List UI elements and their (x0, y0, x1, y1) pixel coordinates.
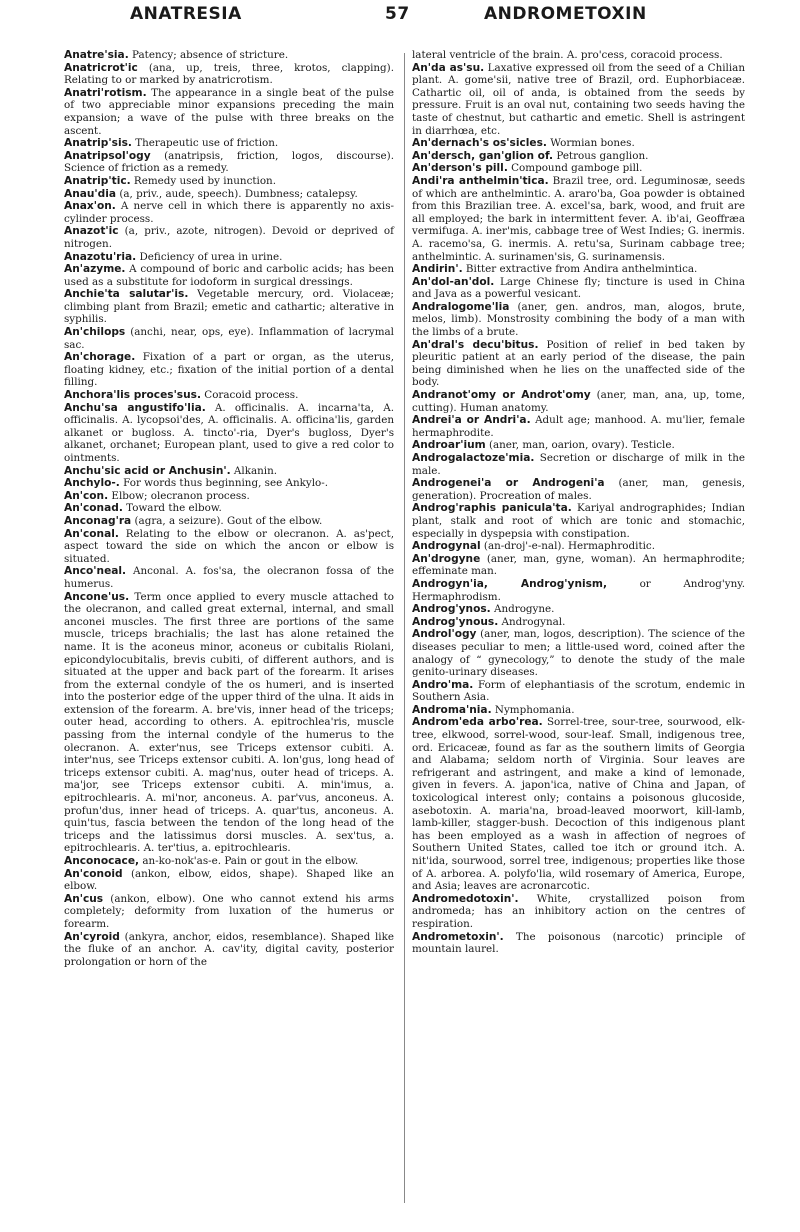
entry-headword: An'azyme. (64, 263, 126, 276)
dictionary-entry (64, 515, 394, 528)
entry-headword: Anatri'rotism. (64, 86, 147, 99)
entry-definition: The poisonous (narcotic) principle of mountain laurel. (412, 930, 745, 956)
entry-headword: Anco'neal. (64, 565, 127, 578)
entry-definition: Secretion or discharge of milk in the male. (412, 452, 745, 477)
entry-headword: Andromedotoxin'. (412, 892, 519, 905)
entry-headword: Anazotu'ria. (64, 250, 137, 263)
column-divider (404, 53, 405, 1203)
entry-definition: Brazil tree, ord. Leguminosæ, seeds of which are anthelmintic. A. araro'ba, Goa powder is obtained from this Brazilian tree. A. excel'sa, bark, wood, and fruit are all employed; the bark in intermittent fever. A. ib'ai, Geoffræa vermifuga. A. iner'mis, cabbage tree of West Indies; G. inermis. A. racemo'sa, G. inermis. A. retu'sa, Surinam cabbage tree; anthelmintic. A. surinamen'sis, G. surinamensis. (412, 174, 746, 263)
entry-headword: Androm'eda arbo'rea. (412, 716, 543, 729)
dictionary-entry (64, 175, 394, 188)
entry-headword: An'conal. (64, 527, 119, 540)
dictionary-entry (64, 465, 394, 478)
dictionary-entry (412, 439, 745, 452)
entry-definition: (agra, a seizure). Gout of the elbow. (131, 514, 323, 527)
dictionary-entry (412, 477, 745, 502)
entry-headword: An'derson's pill. (412, 162, 508, 175)
dictionary-entry (412, 553, 745, 578)
dictionary-entry (64, 402, 394, 465)
dictionary-entry (64, 389, 394, 402)
entry-definition: Fixation of a part or organ, as the uterus, floating kidney, etc.; fixation of the initial portion of a dental filling. (64, 351, 394, 389)
running-head (64, 4, 746, 34)
page-number: 57 (385, 4, 410, 24)
entry-definition: (an-droj'-e-nal). Hermaphroditic. (480, 540, 655, 553)
dictionary-entry (64, 49, 394, 62)
entry-headword: An'da as'su. (412, 61, 485, 74)
entry-definition: (aner, man, logos, description). The science of the diseases peculiar to men; a little-used word, coined after the analogy of “ gynecology,” to denote the study of the male genito-urinary diseases. (412, 628, 745, 679)
dictionary-entry (412, 137, 745, 150)
dictionary-entry (64, 200, 394, 225)
entry-definition: (aner, man, oarion, ovary). Testicle. (485, 439, 675, 452)
entry-headword: Andranot'omy or Androt'omy (412, 389, 591, 402)
entry-headword: Andralogome'lia (412, 300, 510, 313)
entry-headword: Anazot'ic (64, 225, 119, 238)
entry-definition: (aner, man, gyne, woman). An hermaphrodite; effeminate man. (412, 552, 745, 578)
dictionary-entry (64, 893, 394, 931)
entry-definition: Therapeutic use of friction. (131, 137, 279, 150)
entry-definition: Anconal. A. fos'sa, the olecranon fossa of the humerus. (64, 565, 394, 590)
dictionary-entry (412, 49, 745, 62)
entry-definition: (a, priv., azote, nitrogen). Devoid or deprived of nitrogen. (64, 225, 394, 250)
entry-definition: (ankon, elbow). One who cannot extend his arms completely; deformity from luxation of the humerus or forearm. (64, 892, 394, 930)
dictionary-entry (64, 150, 394, 175)
dictionary-entry (64, 137, 394, 150)
entry-definition: or Androg'yny. Hermaphrodism. (412, 577, 745, 603)
entry-definition: Androgyne. (490, 603, 555, 616)
entry-headword: Androg'ynous. (412, 615, 499, 628)
entry-headword: An'chorage. (64, 351, 136, 364)
dictionary-entry (64, 591, 394, 855)
dictionary-entry (412, 893, 745, 931)
dictionary-entry (64, 288, 394, 326)
dictionary-entry (412, 150, 745, 163)
entry-headword: An'dral's decu'bitus. (412, 338, 539, 351)
entry-definition: Elbow; olecranon process. (108, 489, 250, 502)
entry-definition: Large Chinese fly; tincture is used in China and Java as a powerful vesicant. (412, 275, 745, 301)
entry-definition: (anchi, near, ops, eye). Inflammation of lacrymal sac. (64, 326, 394, 351)
entry-definition: For words thus beginning, see Ankylo-. (119, 477, 329, 490)
dictionary-entry (412, 679, 745, 704)
dictionary-entry (64, 565, 394, 590)
entry-definition: Form of elephantiasis of the scrotum, endemic in Southern Asia. (412, 678, 745, 704)
entry-headword: Androgenei'a or Androgeni'a (412, 477, 605, 490)
entry-headword: Andrometoxin'. (412, 930, 504, 943)
dictionary-entry (64, 490, 394, 503)
entry-headword: Anatrip'tic. (64, 174, 131, 187)
dictionary-entry (412, 540, 745, 553)
entry-definition: Relating to the elbow or olecranon. A. as'pect, aspect toward the side on which the ancon or elbow is situated. (64, 527, 394, 565)
dictionary-entry (64, 351, 394, 389)
entry-definition: Term once applied to every muscle attached to the olecranon, and called great external, internal, and small anconei muscles. The first three are portions of the same muscle, triceps brachialis; the last has alone retained the name. It is the aconeus minor, aconeus or cubitalis Riolani, epicondylocubitalis, brevis cubiti, of different authors, and is situated at the upper and back part of the forearm. It arises from the external condyle of the os humeri, and is inserted into the posterior edge of the upper third of the ulna. It aids in extension of the forearm. A. bre'vis, inner head of the triceps; outer head, according to others. A. epitrochlea'ris, muscle passing from the internal condyle of the humerus to the olecranon. A. exter'nus, see Triceps extensor cubiti. A. inter'nus, see Triceps extensor cubiti. A. lon'gus, long head of triceps extensor cubiti. A. mag'nus, outer head of triceps. A. ma'jor, see Triceps extensor cubiti. A. min'imus, a. epitrochlearis. A. mi'nor, anconeus. A. par'vus, anconeus. A. profun'dus, inner head of triceps. A. quar'tus, anconeus. A. quin'tus, fascia between the tendon of the long head of the triceps and the latissimus dorsi muscles. A. sex'tus, a. epitrochlearis. A. ter'tius, a. epitrochlearis. (64, 590, 394, 855)
dictionary-entry (64, 62, 394, 87)
entry-definition: (a, priv., aude, speech). Dumbness; catalepsy. (116, 187, 358, 200)
dictionary-entry (64, 87, 394, 137)
entry-headword: Androar'ium (412, 439, 486, 452)
entry-definition: Patency; absence of stricture. (128, 49, 289, 61)
entry-headword: Androgyn'ia, Androg'ynism, (412, 577, 607, 590)
entry-definition: Sorrel-tree, sour-tree, sourwood, elk-tree, elkwood, sorrel-wood, sour-leaf. Small, indigenous tree, ord. Ericaceæ, found as far as the southern limits of Georgia and Alabama; seldom north of Virginia. Sour leaves are refrigerant and astringent, and make a kind of lemonade, given in fevers. A. japon'ica, native of China and Japan, of toxicological interest only; contains a poisonous glucoside, asebotoxin. A. maria'na, broad-leaved moorwort, kill-lamb, lamb-killer, stagger-bush. Decoction of this indigenous plant has been employed as a wash in affection of negroes of Southern United States, called toe itch or ground itch. A. nit'ida, sourwood, sorrel tree, indigenous; properties like those of A. arborea. A. polyfo'lia, wild rosemary of America, Europe, and Asia; leaves are acronarcotic. (412, 716, 745, 893)
entry-headword: Anconag'ra (64, 514, 132, 527)
entry-definition: A nerve cell in which there is apparently no axis-cylinder process. (64, 200, 394, 225)
entry-headword: An'conad. (64, 502, 123, 515)
entry-headword: An'dernach's os'sicles. (412, 137, 547, 150)
dictionary-entry (412, 162, 745, 175)
entry-definition: Bitter extractive from Andira anthelmintica. (462, 263, 698, 276)
entry-headword: Anatricrot'ic (64, 61, 138, 74)
dictionary-entry (412, 414, 745, 439)
dictionary-entry (64, 263, 394, 288)
entry-definition: Adult age; manhood. A. mu'lier, female hermaphrodite. (412, 414, 745, 439)
entry-definition: (ankyra, anchor, eidos, resemblance). Shaped like the fluke of an anchor. A. cav'ity, digital cavity, posterior prolongation or horn of the (64, 930, 394, 968)
entry-definition: Vegetable mercury, ord. Violaceæ; climbing plant from Brazil; emetic and cathartic; alterative in syphilis. (64, 288, 394, 326)
entry-definition: A. officinalis. A. incarna'ta, A. officinalis. A. lycopsoi'des, A. officinalis. A. officina'lis, garden alkanet or bugloss. A. tincto'-ria, Dyer's bugloss, Dyer's alkanet, orchanet; European plant, used to give a red color to ointments. (64, 401, 394, 464)
entry-headword: Andi'ra anthelmin'tica. (412, 174, 549, 187)
dictionary-entry (412, 175, 745, 263)
entry-definition: Laxative expressed oil from the seed of a Chilian plant. A. gome'sii, native tree of Brazil, ord. Euphorbiaceæ. Cathartic oil, oil of anda, is obtained from the seeds by pressure. Fruit is an oval nut, containing two seeds having the taste of chestnut, but cathartic and emetic. Shell is astringent in diarrhœa, etc. (412, 61, 745, 137)
dictionary-entry (412, 263, 745, 276)
guide-word-right: ANDROMETOXIN (484, 4, 647, 24)
entry-headword: Androgalactoze'mia. (412, 452, 535, 464)
entry-definition: lateral ventricle of the brain. A. pro'cess, coracoid process. (412, 49, 723, 61)
entry-definition: Kariyal andrographides; Indian plant, stalk and root of which are tonic and stomachic, especially in dyspepsia with constipation. (412, 502, 745, 540)
entry-headword: Andirin'. (412, 263, 463, 276)
entry-headword: Androl'ogy (412, 628, 477, 641)
entry-definition: Remedy used by inunction. (130, 174, 277, 187)
entry-definition: an-ko-nok'as-e. Pain or gout in the elbow. (139, 855, 359, 867)
entry-definition: White, crystallized poison from andromeda; has an inhibitory action on the centres of respiration. (412, 892, 745, 930)
entry-headword: Anchie'ta salutar'is. (64, 288, 189, 301)
entry-definition: The appearance in a single beat of the pulse of two appreciable minor expansions preceding the main expansion; a wave of the pulse with three breaks on the ascent. (64, 86, 394, 137)
dictionary-entry (64, 251, 394, 264)
entry-headword: Anatre'sia. (64, 49, 129, 61)
entry-definition: Petrous ganglion. (553, 149, 649, 162)
entry-definition: (aner, gen. andros, man, alogos, brute, melos, limb). Monstrosity combining the body of a man with the limbs of a brute. (412, 300, 745, 339)
entry-definition: (aner, man, ana, up, tome, cutting). Human anatomy. (412, 389, 745, 414)
dictionary-entry (412, 603, 745, 616)
entry-headword: An'cyroid (64, 930, 120, 943)
entry-definition: Nymphomania. (491, 703, 575, 716)
dictionary-entry (412, 931, 745, 956)
dictionary-entry (412, 704, 745, 717)
dictionary-entry (412, 578, 745, 603)
dictionary-entry (64, 931, 394, 969)
entry-headword: Anatripsol'ogy (64, 149, 151, 162)
entry-headword: An'dol-an'dol. (412, 275, 495, 288)
dictionary-entry (412, 616, 745, 629)
dictionary-entry (64, 855, 394, 868)
right-column (412, 49, 745, 956)
dictionary-entry (412, 628, 745, 678)
text-columns (64, 49, 746, 1226)
guide-word-left: ANATRESIA (130, 4, 242, 24)
entry-headword: Anchu'sic acid or Anchusin'. (64, 464, 231, 477)
dictionary-entry (412, 301, 745, 339)
entry-headword: Anchora'lis proces'sus. (64, 389, 201, 402)
entry-definition: Wormian bones. (546, 137, 635, 150)
dictionary-entry (64, 868, 394, 893)
dictionary-entry (412, 716, 745, 892)
entry-headword: Anchu'sa angustifo'lia. (64, 401, 206, 414)
dictionary-entry (64, 188, 394, 201)
entry-headword: An'dersch, gan'glion of. (412, 149, 554, 162)
dictionary-entry (64, 326, 394, 351)
entry-definition: Androgynal. (498, 615, 566, 628)
entry-definition: Alkanin. (230, 464, 278, 477)
entry-headword: Androg'raphis panicula'ta. (412, 502, 572, 515)
dictionary-entry (412, 339, 745, 389)
dictionary-entry (64, 225, 394, 250)
entry-headword: Androgynal (412, 540, 481, 553)
dictionary-entry (64, 477, 394, 490)
dictionary-entry (412, 452, 745, 477)
entry-definition: (ankon, elbow, eidos, shape). Shaped like an elbow. (64, 867, 394, 893)
dictionary-entry (64, 502, 394, 515)
entry-headword: An'con. (64, 489, 109, 502)
entry-definition: (ana, up, treis, three, krotos, clapping). Relating to or marked by anatricrotism. (64, 61, 394, 87)
entry-definition: (aner, man, genesis, generation). Procreation of males. (412, 477, 746, 502)
entry-headword: Andro'ma. (412, 678, 474, 691)
dictionary-entry (412, 389, 745, 414)
entry-definition: Compound gamboge pill. (507, 162, 643, 175)
entry-headword: Anax'on. (64, 200, 116, 213)
entry-headword: Androg'ynos. (412, 603, 491, 616)
entry-headword: Anatrip'sis. (64, 137, 132, 150)
entry-headword: An'chilops (64, 326, 126, 339)
dictionary-entry (412, 62, 745, 138)
entry-definition: Toward the elbow. (122, 502, 222, 515)
dictionary-entry (412, 276, 745, 301)
entry-headword: Anconocace, (64, 855, 140, 867)
entry-headword: An'drogyne (412, 552, 481, 565)
entry-headword: Anau'dia (64, 187, 117, 200)
entry-headword: An'conoid (64, 867, 123, 880)
entry-headword: Anchylo-. (64, 477, 120, 490)
entry-headword: Androma'nia. (412, 703, 492, 716)
entry-definition: Position of relief in bed taken by pleuritic patient at an early period of the disease, the pain being diminished when he lies on the unaffected side of the body. (412, 338, 745, 389)
entry-definition: A compound of boric and carbolic acids; has been used as a substitute for iodoform in surgical dressings. (64, 263, 394, 288)
entry-headword: Andrei'a or Andri'a. (412, 414, 531, 427)
dictionary-entry (64, 528, 394, 566)
entry-definition: (anatripsis, friction, logos, discourse). Science of friction as a remedy. (64, 149, 394, 175)
left-column (64, 49, 394, 968)
entry-definition: Deficiency of urea in urine. (136, 250, 283, 263)
dictionary-entry (412, 502, 745, 540)
entry-headword: Ancone'us. (64, 590, 130, 603)
entry-definition: Coracoid process. (201, 389, 299, 402)
entry-headword: An'cus (64, 892, 104, 905)
